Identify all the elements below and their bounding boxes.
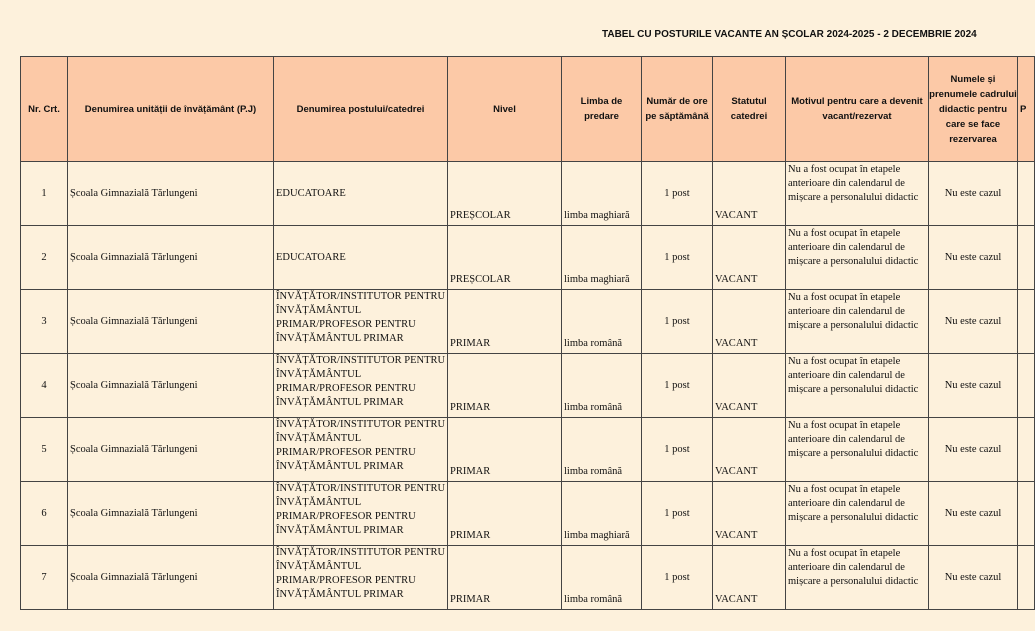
cell-hours: 1 post: [642, 418, 713, 482]
cell-nr: 7: [21, 546, 68, 610]
cell-unit: Școala Gimnazială Tărlungeni: [68, 418, 274, 482]
cell-reason: Nu a fost ocupat în etapele anterioare din calendarul de mișcare a personalului didactic: [786, 162, 929, 226]
cell-level: PRIMAR: [448, 482, 562, 546]
cell-status: VACANT: [713, 162, 786, 226]
table-row: [21, 290, 1035, 354]
cell-level: PRIMAR: [448, 418, 562, 482]
cell-language: limba română: [562, 418, 642, 482]
cell-language: limba română: [562, 290, 642, 354]
cell-names: Nu este cazul: [929, 354, 1018, 418]
header-level: Nivel: [448, 57, 562, 162]
cell-nr: 4: [21, 354, 68, 418]
table-row: [21, 226, 1035, 290]
cell-nr: 3: [21, 290, 68, 354]
cell-hours: 1 post: [642, 482, 713, 546]
header-extra: P: [1018, 57, 1035, 162]
cell-status: VACANT: [713, 354, 786, 418]
vacancies-table: [20, 56, 1035, 610]
header-nr: Nr. Crt.: [21, 57, 68, 162]
cell-reason: Nu a fost ocupat în etapele anterioare din calendarul de mișcare a personalului didactic: [786, 290, 929, 354]
cell-extra: [1018, 418, 1035, 482]
header-language: Limba de predare: [562, 57, 642, 162]
header-names: Numele și prenumele cadrului didactic pentru care se face rezervarea: [929, 57, 1018, 162]
cell-names: Nu este cazul: [929, 290, 1018, 354]
cell-extra: [1018, 482, 1035, 546]
cell-post: ÎNVĂȚĂTOR/INSTITUTOR PENTRU ÎNVĂȚĂMÂNTUL PRIMAR/PROFESOR PENTRU ÎNVĂȚĂMÂNTUL PRIMAR: [274, 546, 448, 610]
cell-names: Nu este cazul: [929, 418, 1018, 482]
page-title: TABEL CU POSTURILE VACANTE AN ȘCOLAR 2024-2025 - 2 DECEMBRIE 2024: [602, 29, 977, 40]
cell-language: limba maghiară: [562, 226, 642, 290]
cell-status: VACANT: [713, 226, 786, 290]
cell-language: limba maghiară: [562, 162, 642, 226]
cell-extra: [1018, 290, 1035, 354]
header-reason: Motivul pentru care a devenit vacant/rezervat: [786, 57, 929, 162]
cell-unit: Școala Gimnazială Tărlungeni: [68, 226, 274, 290]
cell-extra: [1018, 354, 1035, 418]
table-row: [21, 354, 1035, 418]
cell-post: ÎNVĂȚĂTOR/INSTITUTOR PENTRU ÎNVĂȚĂMÂNTUL PRIMAR/PROFESOR PENTRU ÎNVĂȚĂMÂNTUL PRIMAR: [274, 482, 448, 546]
cell-language: limba română: [562, 546, 642, 610]
cell-reason: Nu a fost ocupat în etapele anterioare din calendarul de mișcare a personalului didactic: [786, 354, 929, 418]
header-hours: Număr de ore pe săptămână: [642, 57, 713, 162]
cell-post: ÎNVĂȚĂTOR/INSTITUTOR PENTRU ÎNVĂȚĂMÂNTUL PRIMAR/PROFESOR PENTRU ÎNVĂȚĂMÂNTUL PRIMAR: [274, 290, 448, 354]
cell-post: EDUCATOARE: [274, 162, 448, 226]
cell-reason: Nu a fost ocupat în etapele anterioare din calendarul de mișcare a personalului didactic: [786, 546, 929, 610]
table-row: [21, 162, 1035, 226]
header-status: Statutul catedrei: [713, 57, 786, 162]
table-row: [21, 418, 1035, 482]
cell-level: PRIMAR: [448, 290, 562, 354]
cell-unit: Școala Gimnazială Tărlungeni: [68, 290, 274, 354]
cell-unit: Școala Gimnazială Tărlungeni: [68, 546, 274, 610]
cell-status: VACANT: [713, 482, 786, 546]
cell-language: limba maghiară: [562, 482, 642, 546]
cell-language: limba română: [562, 354, 642, 418]
cell-hours: 1 post: [642, 226, 713, 290]
cell-hours: 1 post: [642, 162, 713, 226]
cell-nr: 1: [21, 162, 68, 226]
cell-hours: 1 post: [642, 546, 713, 610]
cell-status: VACANT: [713, 418, 786, 482]
cell-post: ÎNVĂȚĂTOR/INSTITUTOR PENTRU ÎNVĂȚĂMÂNTUL PRIMAR/PROFESOR PENTRU ÎNVĂȚĂMÂNTUL PRIMAR: [274, 418, 448, 482]
header-unit: Denumirea unității de învățământ (P.J): [68, 57, 274, 162]
cell-reason: Nu a fost ocupat în etapele anterioare din calendarul de mișcare a personalului didactic: [786, 418, 929, 482]
table-header-row: [21, 57, 1035, 162]
cell-nr: 5: [21, 418, 68, 482]
cell-extra: [1018, 226, 1035, 290]
cell-names: Nu este cazul: [929, 162, 1018, 226]
cell-level: PREȘCOLAR: [448, 162, 562, 226]
cell-nr: 6: [21, 482, 68, 546]
cell-level: PRIMAR: [448, 354, 562, 418]
cell-reason: Nu a fost ocupat în etapele anterioare din calendarul de mișcare a personalului didactic: [786, 482, 929, 546]
cell-extra: [1018, 546, 1035, 610]
cell-level: PREȘCOLAR: [448, 226, 562, 290]
cell-hours: 1 post: [642, 354, 713, 418]
cell-post: ÎNVĂȚĂTOR/INSTITUTOR PENTRU ÎNVĂȚĂMÂNTUL PRIMAR/PROFESOR PENTRU ÎNVĂȚĂMÂNTUL PRIMAR: [274, 354, 448, 418]
cell-post: EDUCATOARE: [274, 226, 448, 290]
cell-nr: 2: [21, 226, 68, 290]
cell-status: VACANT: [713, 546, 786, 610]
cell-names: Nu este cazul: [929, 546, 1018, 610]
table-row: [21, 546, 1035, 610]
cell-level: PRIMAR: [448, 546, 562, 610]
table-row: [21, 482, 1035, 546]
cell-names: Nu este cazul: [929, 226, 1018, 290]
cell-reason: Nu a fost ocupat în etapele anterioare din calendarul de mișcare a personalului didactic: [786, 226, 929, 290]
cell-extra: [1018, 162, 1035, 226]
cell-names: Nu este cazul: [929, 482, 1018, 546]
cell-unit: Școala Gimnazială Tărlungeni: [68, 354, 274, 418]
cell-unit: Școala Gimnazială Tărlungeni: [68, 162, 274, 226]
cell-status: VACANT: [713, 290, 786, 354]
cell-hours: 1 post: [642, 290, 713, 354]
cell-unit: Școala Gimnazială Tărlungeni: [68, 482, 274, 546]
header-post: Denumirea postului/catedrei: [274, 57, 448, 162]
